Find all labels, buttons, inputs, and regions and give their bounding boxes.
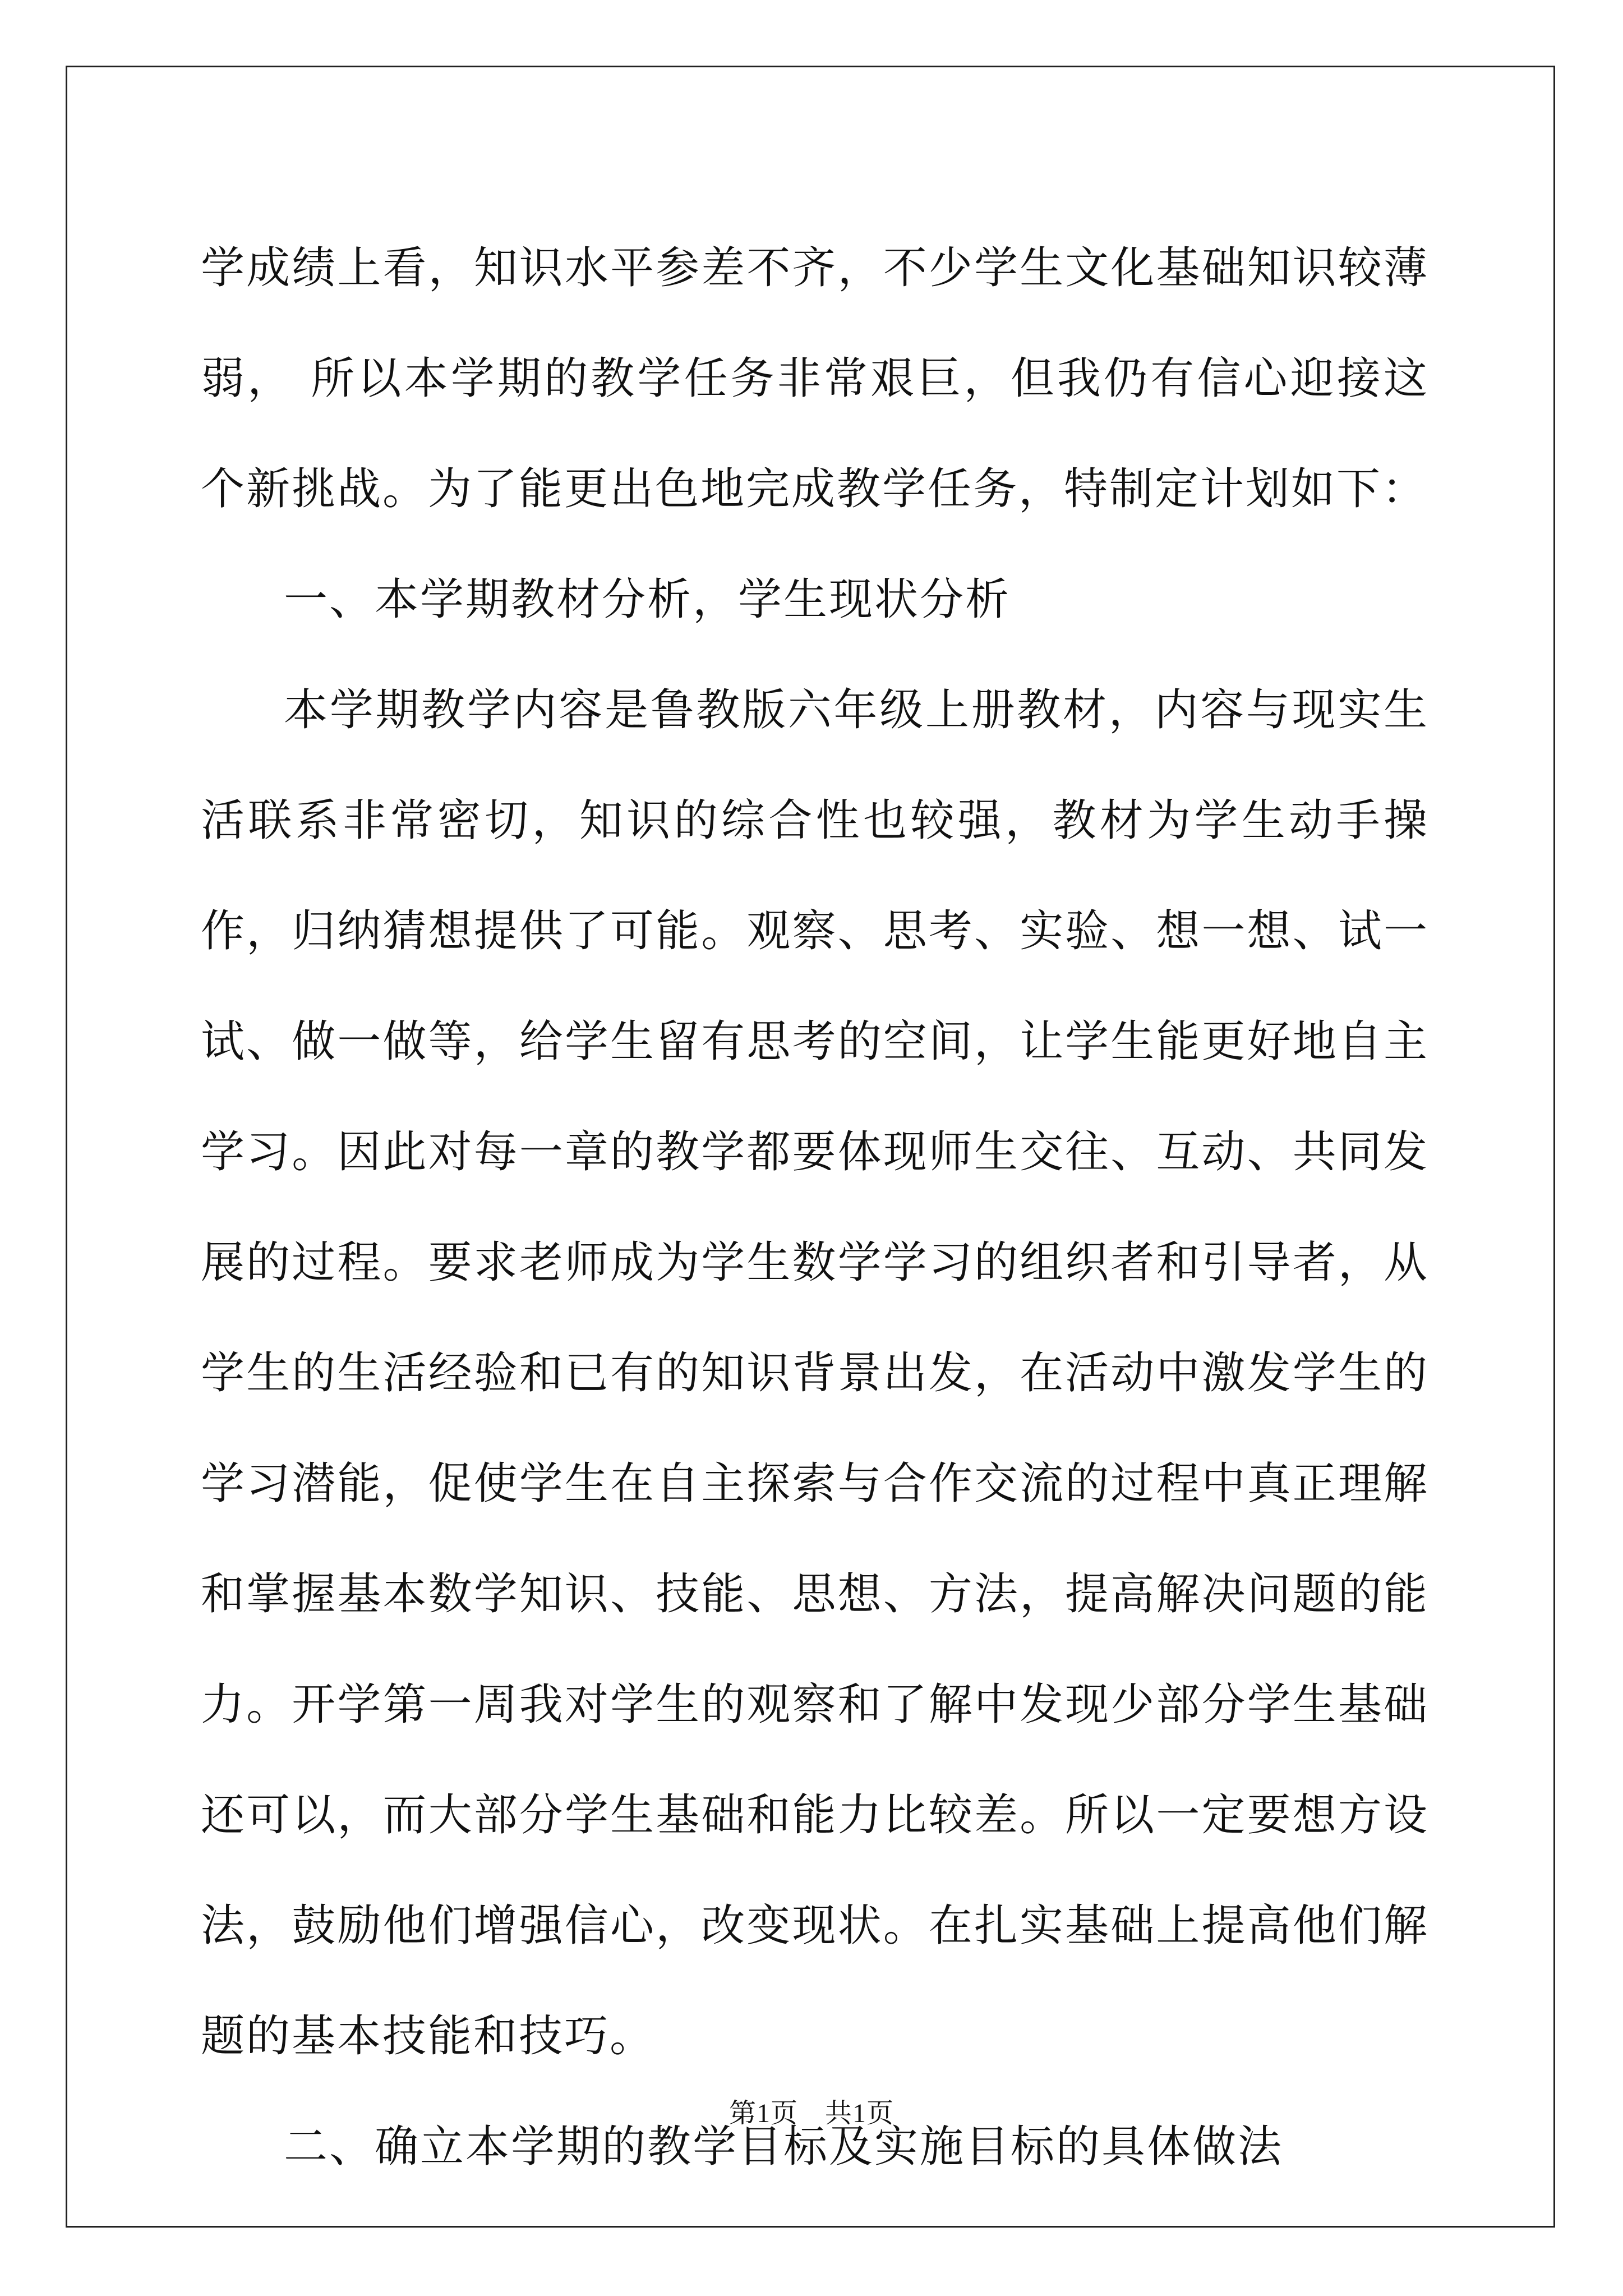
section-heading-2: 二、确立本学期的教学目标及实施目标的具体做法: [284, 2122, 1284, 2172]
paragraph-analysis: 本学期教学内容是鲁教版六年级上册教材，内容与现实生活联系非常密切，知识的综合性也较强，教材为学生动手操作，归纳猜想提供了可能。观察、思考、实验、想一想、试一试、做一做等，给学生留有思考的空间，让学生能更好地自主学习。因此对每一章的教学都要体现师生交往、互动、共同发展的过程。要求老师成为学生数学学习的组织者和引导者，从学生的生活经验和已有的知识背景出发，在活动中激发学生的学习潜能，促使学生在自主探索与合作交流的过程中真正理解和掌握基本数学知识、技能、思想、方法，提高解决问题的能力。开学第一周我对学生的观察和了解中发现少部分学生基础还可以，而大部分学生基础和能力比较差。所以一定要想方设法，鼓励他们增强信心，改变现状。在扎实基础上提高他们解题的基本技能和技巧。: [201, 685, 1429, 2062]
section-heading-1: 一、本学期教材分析，学生现状分析: [284, 574, 1011, 625]
page-number: 第1页: [728, 2099, 798, 2128]
document-body: [201, 213, 1429, 2202]
paragraph-intro: 学成绩上看，知识水平参差不齐，不少学生文化基础知识较薄弱， 所以本学期的教学任务非常艰巨，但我仍有信心迎接这个新挑战。为了能更出色地完成教学任务，特制定计划如下：: [201, 243, 1429, 514]
page-total: 共1页: [825, 2099, 895, 2128]
page-footer: [0, 2091, 1623, 2130]
